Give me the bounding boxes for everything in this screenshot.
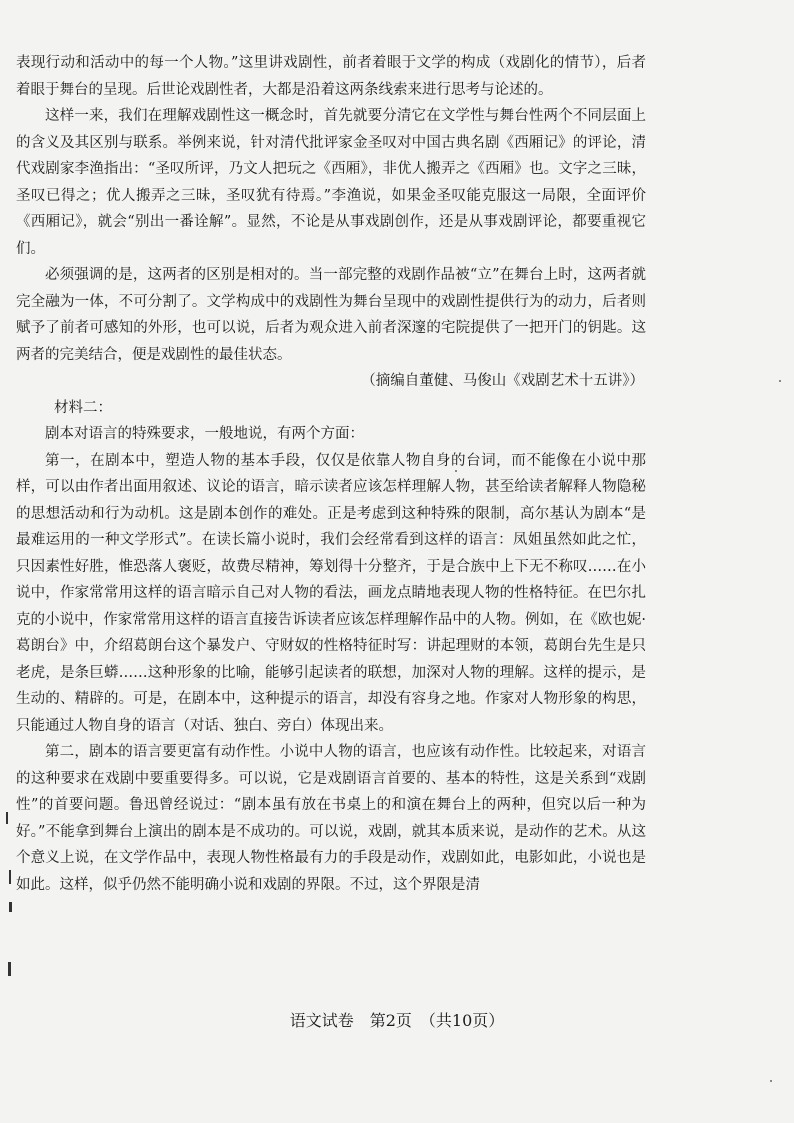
paragraph-point-one: 第一，在剧本中，塑造人物的基本手段，仅仅是依靠人物自身的台词，而不能像在小说中那样，可以由作者出面用叙述、议论的语言，暗示读者应该怎样理解人物，甚至给读者解释人物隐秘的思想活动和行为动机。这是剧本创作的难处。正是考虑到这种特殊的限制，高尔基认为剧本“是最难运用的一种文学形式”。在读长篇小说时，我们会经常看到这样的语言：凤姐虽然如此之忙，只因素性好胜，惟恐落人褒贬，故费尽精神，筹划得十分整齐，于是合族中上下无不称叹……在小说中，作家常常用这样的语言暗示自己对人物的看法，画龙点睛地表现人物的性格特征。在巴尔扎克的小说中，作家常常用这样的语言直接告诉读者应该怎样理解作品中的人物。例如，在《欧也妮·葛朗台》中，介绍葛朗台这个暴发户、守财奴的性格特征时写：讲起理财的本领，葛朗台先生是只老虎，是条巨蟒……这种形象的比喻，能够引起读者的联想，加深对人物的理解。这样的提示，是生动的、精辟的。可是，在剧本中，这种提示的语言，却没有容身之地。作家对人物形象的构思，只能通过人物自身的语言（对话、独白、旁白）体现出来。 [16, 452, 646, 734]
paragraph-intro: 剧本对语言的特殊要求，一般地说，有两个方面： [45, 426, 364, 442]
paragraph-distinction: 这样一来，我们在理解戏剧性这一概念时，首先就要分清它在文学性与舞台性两个不同层面上的含义及其区别与联系。举例来说，针对清代批评家金圣叹对中国古典名剧《西厢记》的评论，清代戏剧家李渔指出：“圣叹所评，乃文人把玩之《西厢》，非优人搬弄之《西厢》也。文字之三昧，圣叹已得之；优人搬弄之三昧，圣叹犹有待焉。”李渔说，如果金圣叹能克服这一局限，全面评价《西厢记》，就会“别出一番诠解”。显然，不论是从事戏剧创作，还是从事戏剧评论，都要重视它们。 [16, 108, 646, 257]
scan-edge-mark [9, 870, 11, 884]
article-body [16, 50, 646, 898]
scan-speck [455, 470, 457, 472]
scan-speck [779, 380, 781, 382]
page-footer: 语文试卷 第2页 （共10页） [289, 1011, 505, 1030]
scan-edge-mark [8, 962, 11, 976]
scan-speck [770, 1080, 772, 1082]
paragraph-point-two: 第二，剧本的语言要更富有动作性。小说中人物的语言，也应该有动作性。比较起来，对语言的这种要求在戏剧中要重要得多。可以说，它是戏剧语言首要的、基本的特性，这是关系到“戏剧性”的首要问题。鲁迅曾经说过：“剧本虽有放在书桌上的和演在舞台上的两种，但究以后一种为好。”不能拿到舞台上演出的剧本是不成功的。可以说，戏剧，就其本质来说，是动作的艺术。从这个意义上说，在文学作品中，表现人物性格最有力的手段是动作，戏剧如此，电影如此，小说也是如此。这样，似乎仍然不能明确小说和戏剧的界限。不过，这个界限是清 [16, 744, 646, 893]
scan-edge-mark [6, 812, 8, 824]
scan-edge-mark [9, 902, 12, 912]
paragraph-relative: 必须强调的是，这两者的区别是相对的。当一部完整的戏剧作品被“立”在舞台上时，这两者就完全融为一体，不可分割了。文学构成中的戏剧性为舞台呈现中的戏剧性提供行为的动力，后者则赋予了前者可感知的外形，也可以说，后者为观众进入前者深邃的宅院提供了一把开门的钥匙。这两者的完美结合，便是戏剧性的最佳状态。 [16, 267, 646, 363]
material-two-heading: 材料二： [54, 399, 112, 416]
paragraph-continuation: 表现行动和活动中的每一个人物。”这里讲戏剧性，前者着眼于文学的构成（戏剧化的情节），后者着眼于舞台的呈现。后世论戏剧性者，大都是沿着这两条线索来进行思考与论述的。 [16, 55, 646, 98]
source-citation: （摘编自董健、马俊山《戏剧艺术十五讲》） [361, 373, 644, 389]
